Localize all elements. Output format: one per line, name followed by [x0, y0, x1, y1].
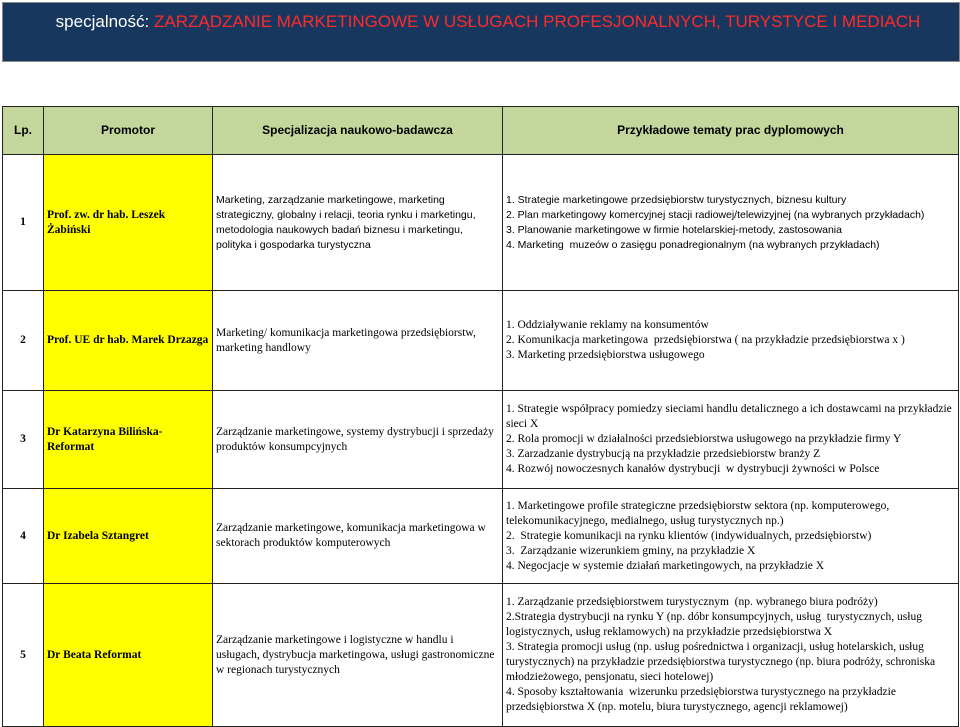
topic-item: 1. Marketingowe profile strategiczne przedsiębiorstw sektora (np. komputerowego, telekomunikacyjnego, medialnego, usług turystycznych np.) — [506, 499, 893, 527]
column-header-tematy: Przykładowe tematy prac dyplomowych — [503, 107, 959, 155]
row-promotor: Prof. UE dr hab. Marek Drzazga — [44, 291, 213, 391]
row-lp: 2 — [3, 291, 44, 391]
row-specjalizacja: Zarządzanie marketingowe, systemy dystrybucji i sprzedaży produktów konsumpcyjnych — [213, 391, 503, 489]
table-row — [3, 584, 959, 727]
topic-item: 3. Strategia promocji usług (np. usług pośrednictwa i organizacji, usług hotelarskich, usług turystycznych) na przykładzie przedsiębiorstwa turystycznego (np. biura podróży, schroniska młodzieżowego, pensjonatu, sieci hotelowej) — [506, 641, 938, 683]
topic-item: 3. Planowanie marketingowe w firmie hotelarskiej-metody, zastosowania — [506, 223, 842, 236]
row-lp: 1 — [3, 155, 44, 291]
row-tematy — [503, 155, 959, 291]
row-specjalizacja: Zarządzanie marketingowe, komunikacja marketingowa w sektorach produktów komputerowych — [213, 489, 503, 584]
topic-item: 2. Rola promocji w działalności przedsiebiorstwa usługowego na przykładzie firmy Y — [506, 433, 902, 445]
header-specialty-title: ZARZĄDZANIE MARKETINGOWE W USŁUGACH PROFESJONALNYCH, TURYSTYCE I MEDIACH — [153, 12, 921, 31]
header-lead: specjalność: — [55, 12, 150, 31]
row-promotor: Dr Beata Reformat — [44, 584, 213, 727]
row-specjalizacja: Marketing, zarządzanie marketingowe, marketing strategiczny, globalny i relacji, teoria rynku i marketingu, metodologia naukowych badań biznesu i marketingu, polityka i gospodarka turystyczna — [213, 155, 503, 291]
row-specjalizacja: Zarządzanie marketingowe i logistyczne w handlu i usługach, dystrybucja marketingowa, usługi gastronomiczne w regionach turystycznych — [213, 584, 503, 727]
topic-item: 3. Zarzadzanie dystrybucją na przykładzie przedsiebiorstw branży Z — [506, 448, 821, 460]
topic-item: 2. Strategie komunikacji na rynku klientów (indywidualnych, przedsiębiorstw) — [506, 529, 872, 542]
row-lp: 5 — [3, 584, 44, 727]
topic-item: 1. Zarządzanie przedsiębiorstwem turystycznym (np. wybranego biura podróży) — [506, 596, 878, 608]
table-row — [3, 489, 959, 584]
topic-item: 2. Komunikacja marketingowa przedsiębiorstwa ( na przykładzie przedsiębiorstwa x ) — [506, 334, 905, 346]
page-header — [2, 2, 960, 62]
topic-item: 2.Strategia dystrybucji na rynku Y (np. dóbr konsumpcyjnych, usług turystycznych, usług logistycznych, usług reklamowych) na przykładzie przedsiębiorstwa X — [506, 611, 925, 638]
row-specjalizacja: Marketing/ komunikacja marketingowa przedsiębiorstw, marketing handlowy — [213, 291, 503, 391]
row-tematy — [503, 584, 959, 727]
row-promotor: Prof. zw. dr hab. Leszek Żabiński — [44, 155, 213, 291]
topic-item: 1. Strategie współpracy pomiedzy sieciami handlu detalicznego a ich dostawcami na przykładzie sieci X — [506, 403, 955, 430]
column-header-promotor: Promotor — [44, 107, 213, 155]
row-lp: 4 — [3, 489, 44, 584]
topic-item: 1. Oddziaływanie reklamy na konsumentów — [506, 319, 709, 331]
topic-item: 4. Marketing muzeów o zasięgu ponadregionalnym (na wybranych przykładach) — [506, 238, 880, 251]
topic-item: 2. Plan marketingowy komercyjnej stacji radiowej/telewizyjnej (na wybranych przykładach) — [506, 208, 925, 221]
table-row — [3, 291, 959, 391]
column-header-lp: Lp. — [3, 107, 44, 155]
row-tematy — [503, 291, 959, 391]
topic-item: 1. Strategie marketingowe przedsiębiorstw turystycznych, biznesu kultury — [506, 193, 847, 206]
topic-item: 4. Rozwój nowoczesnych kanałów dystrybucji w dystrybucji żywności w Polsce — [506, 463, 880, 475]
topic-item: 3. Zarządzanie wizerunkiem gminy, na przykładzie X — [506, 544, 756, 557]
row-tematy — [503, 489, 959, 584]
table-row — [3, 391, 959, 489]
topic-item: 4. Negocjacje w systemie działań marketingowych, na przykładzie X — [506, 559, 825, 572]
row-tematy — [503, 391, 959, 489]
row-promotor: Dr Katarzyna Bilińska-Reformat — [44, 391, 213, 489]
theses-table — [2, 106, 959, 727]
topic-item: 4. Sposoby kształtowania wizerunku przedsiębiorstwa turystycznego na przykładzie przedsiębiorstwa X (np. motelu, biura turystycznego, agencji reklamowej) — [506, 686, 899, 713]
topic-item: 3. Marketing przedsiębiorstwa usługowego — [506, 349, 705, 361]
table-header-row — [3, 107, 959, 155]
row-promotor: Dr Izabela Sztangret — [44, 489, 213, 584]
header-title — [33, 11, 943, 33]
table-row — [3, 155, 959, 291]
row-lp: 3 — [3, 391, 44, 489]
column-header-specjalizacja: Specjalizacja naukowo-badawcza — [213, 107, 503, 155]
